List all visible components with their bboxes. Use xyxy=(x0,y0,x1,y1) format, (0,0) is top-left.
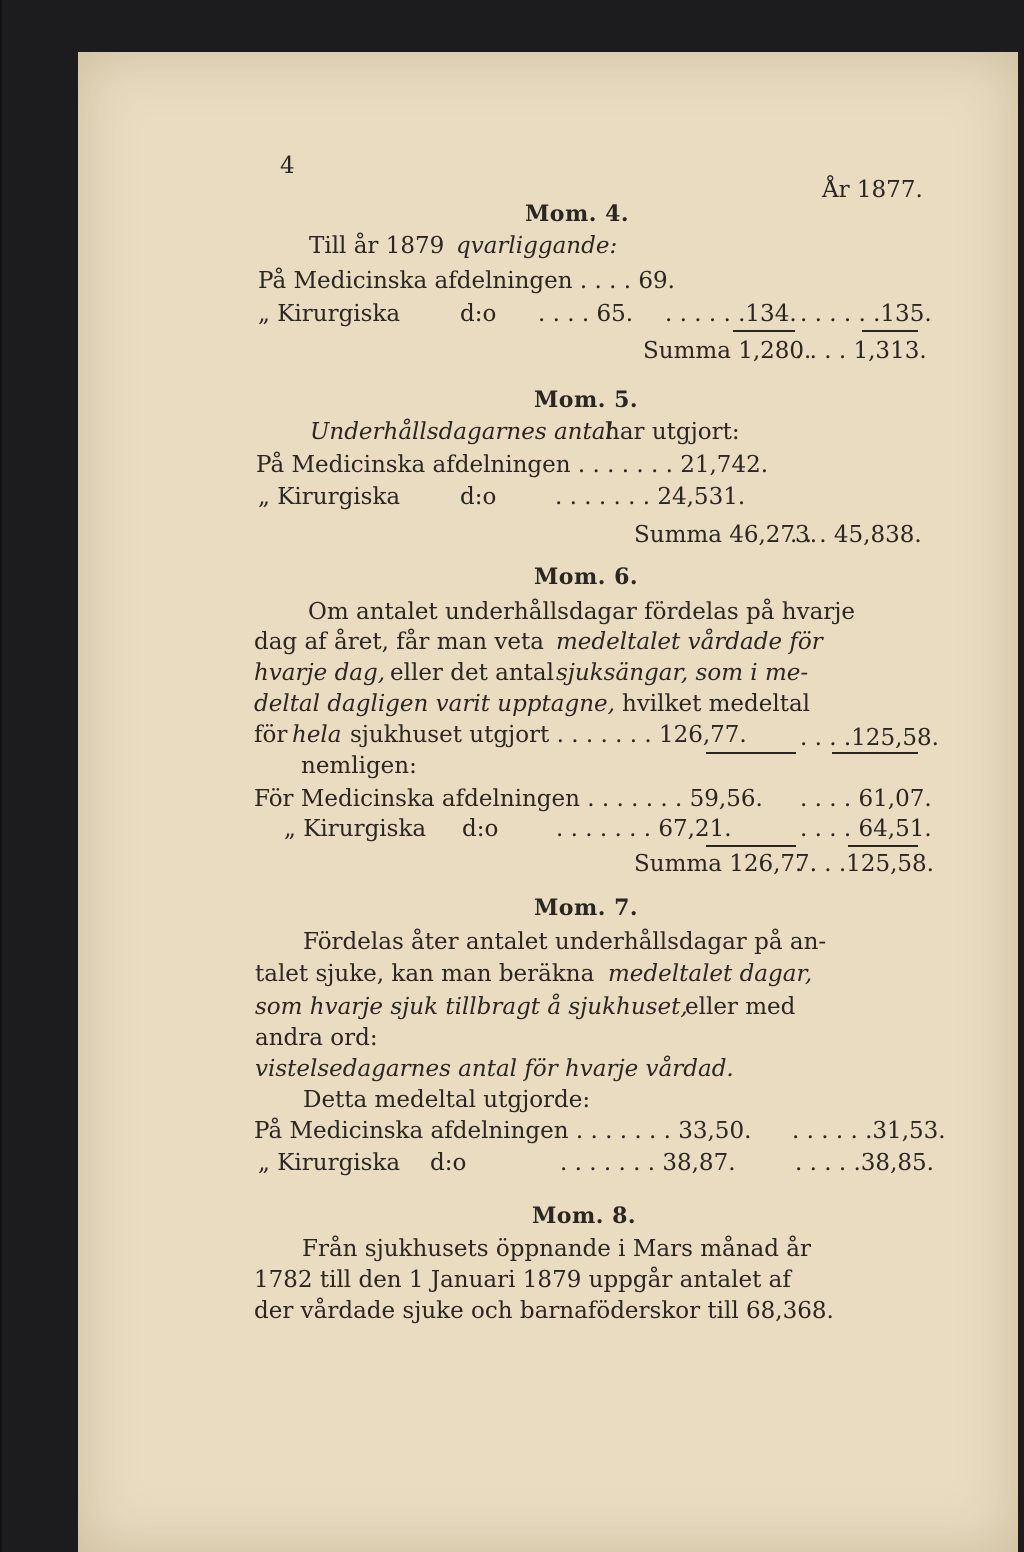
mom6-rule-c xyxy=(706,845,796,847)
mom7-line-3b: eller med xyxy=(685,994,796,1020)
mom4-sum-1877: . . . . . .135. xyxy=(800,301,932,327)
mom6-rule-a xyxy=(706,752,796,754)
mom7-kirurgiska-value: . . . . . . . 38,87. xyxy=(560,1150,736,1176)
mom7-medicinska: På Medicinska afdelningen . . . . . . . 33,50. xyxy=(254,1118,752,1144)
mom7-line-6: Detta medeltal utgjorde: xyxy=(303,1087,591,1113)
mom4-medicinska: På Medicinska afdelningen . . . . 69. xyxy=(258,268,675,294)
mom6-line-5b: hela xyxy=(292,722,342,748)
mom7-line-2b: medeltalet dagar, xyxy=(608,961,813,987)
mom4-sum-1879: . . . . . .134. xyxy=(665,301,797,327)
mom6-kirurgiska-value: . . . . . . . 67,21. xyxy=(556,816,732,842)
mom4-intro-b: qvarliggande: xyxy=(456,233,618,259)
mom7-line-2a: talet sjuke, kan man beräkna xyxy=(255,961,595,987)
mom7-line-3a: som hvarje sjuk tillbragt å sjukhuset, xyxy=(255,994,688,1020)
mom6-kirurgiska-label: „ Kirurgiska xyxy=(284,816,427,842)
mom7-medicinska-1877: . . . . . .31,53. xyxy=(792,1118,946,1144)
mom5-kirurgiska-dio: d:o xyxy=(460,484,497,510)
mom6-medicinska-1877: . . . . 61,07. xyxy=(800,786,932,812)
page-gutter xyxy=(0,0,2,1552)
mom6-summa-1877: . . . .125,58. xyxy=(795,851,934,877)
mom6-line-1: Om antalet underhållsdagar fördelas på hvarje xyxy=(308,599,856,625)
mom6-rule-b xyxy=(832,752,918,754)
mom7-heading: Mom. 7. xyxy=(533,895,639,921)
page-number: 4 xyxy=(280,153,295,179)
mom6-line-5-1877: . . . .125,58. xyxy=(800,725,939,751)
mom8-line-2: 1782 till den 1 Januari 1879 uppgår antalet af xyxy=(254,1267,791,1293)
mom6-kirurgiska-1877: . . . . 64,51. xyxy=(800,816,932,842)
mom4-rule-1879 xyxy=(733,330,795,332)
mom6-line-4b: hvilket medeltal xyxy=(622,691,811,717)
mom6-line-5c: sjukhuset utgjort . . . . . . . 126,77. xyxy=(350,722,747,748)
mom6-kirurgiska-dio: d:o xyxy=(462,816,499,842)
mom6-rule-d xyxy=(848,845,918,847)
mom8-heading: Mom. 8. xyxy=(531,1203,637,1229)
mom4-kirurgiska-dio: d:o xyxy=(460,301,497,327)
mom6-summa: Summa 126,77. xyxy=(634,851,818,877)
mom5-summa: Summa 46,273. xyxy=(634,522,818,548)
mom7-kirurgiska-1877: . . . . .38,85. xyxy=(795,1150,934,1176)
mom6-line-3b: eller det antal xyxy=(390,660,554,686)
mom6-heading: Mom. 6. xyxy=(533,564,639,590)
mom4-kirurgiska-label: „ Kirurgiska xyxy=(258,301,401,327)
mom6-line-2a: dag af året, får man veta xyxy=(254,629,544,655)
mom8-line-3: der vårdade sjuke och barnaföderskor till 68,368. xyxy=(254,1298,834,1324)
mom7-kirurgiska-label: „ Kirurgiska xyxy=(258,1150,401,1176)
mom6-medicinska: För Medicinska afdelningen . . . . . . . 59,56. xyxy=(254,786,763,812)
mom5-intro-b: har utgjort: xyxy=(605,419,740,445)
mom7-line-5: vistelsedagarnes antal för hvarje vårdad. xyxy=(255,1056,734,1082)
mom4-summa: Summa 1,280. xyxy=(643,338,812,364)
mom5-medicinska: På Medicinska afdelningen . . . . . . . 21,742. xyxy=(256,452,769,478)
mom6-line-3a: hvarje dag, xyxy=(254,660,386,686)
mom7-kirurgiska-dio: d:o xyxy=(430,1150,467,1176)
mom5-kirurgiska-value: . . . . . . . 24,531. xyxy=(555,484,746,510)
mom5-summa-1877: . . . 45,838. xyxy=(790,522,922,548)
mom6-line-2b: medeltalet vårdade för xyxy=(556,629,823,655)
mom6-line-4a: deltal dagligen varit upptagne, xyxy=(254,691,615,717)
mom4-rule-1877 xyxy=(862,330,918,332)
mom4-intro-a: Till år 1879 xyxy=(309,233,445,259)
mom6-line-3c: sjuksängar, som i me- xyxy=(556,660,809,686)
year-header: År 1877. xyxy=(822,177,923,203)
mom4-summa-1877: . . . . 1,313. xyxy=(795,338,927,364)
mom8-line-1: Från sjukhusets öppnande i Mars månad år xyxy=(302,1236,811,1262)
mom6-line-5a: för xyxy=(254,722,288,748)
mom5-kirurgiska-label: „ Kirurgiska xyxy=(258,484,401,510)
mom4-heading: Mom. 4. xyxy=(524,201,630,227)
mom5-intro-a: Underhållsdagarnes antal xyxy=(310,419,613,445)
mom5-heading: Mom. 5. xyxy=(533,387,639,413)
mom6-nemligen: nemligen: xyxy=(301,753,417,779)
mom7-line-1: Fördelas åter antalet underhållsdagar på an- xyxy=(303,929,827,955)
mom4-kirurgiska-value: . . . . 65. xyxy=(538,301,634,327)
mom7-line-4: andra ord: xyxy=(255,1025,378,1051)
